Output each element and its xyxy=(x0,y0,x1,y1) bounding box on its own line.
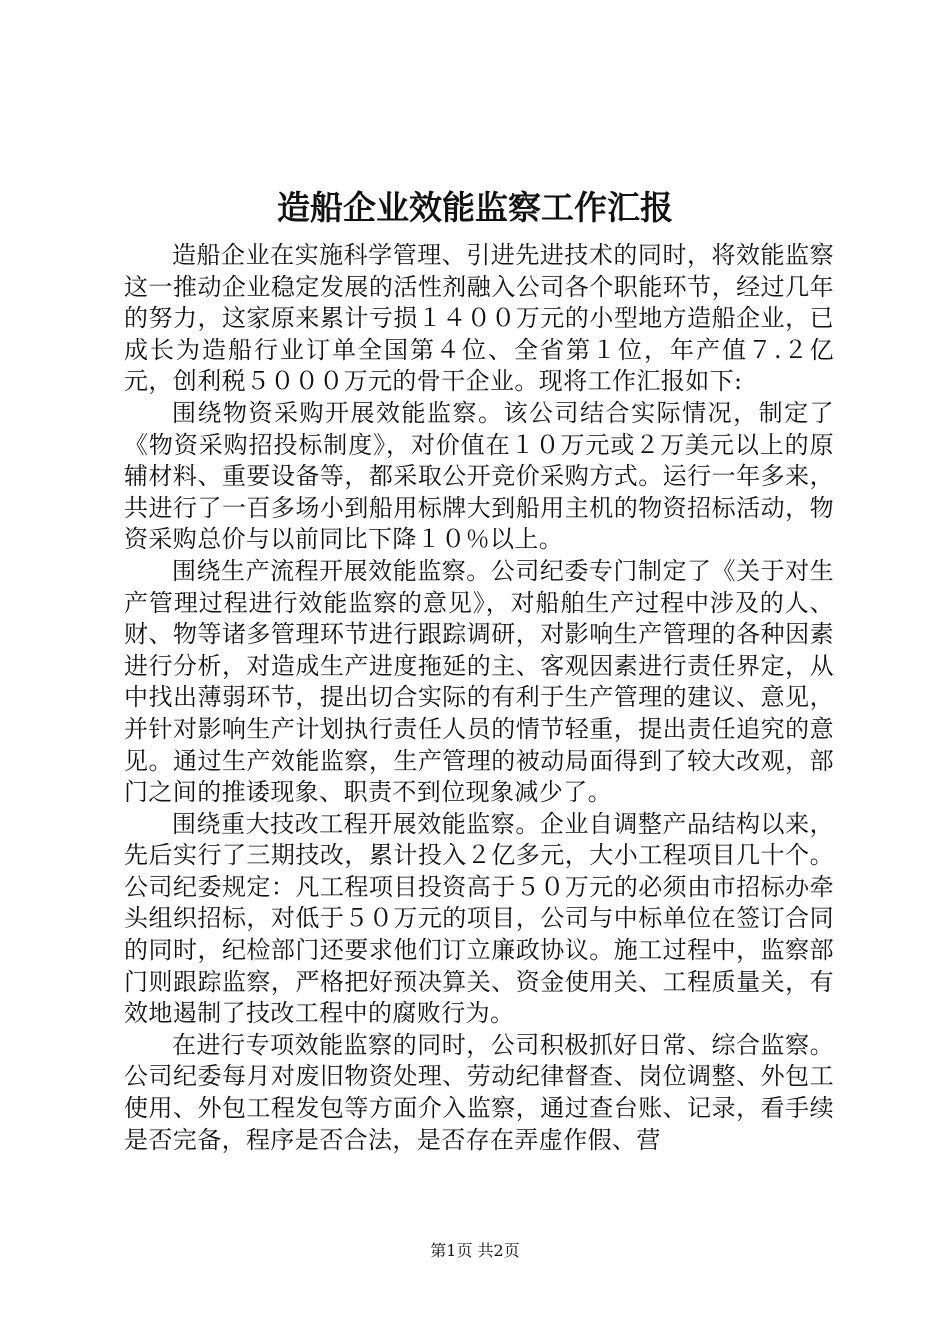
document-title: 造船企业效能监察工作汇报 xyxy=(277,188,673,227)
paragraph-daily-supervision: 在进行专项效能监察的同时，公司积极抓好日常、综合监察。公司纪委每月对废旧物资处理、劳动纪律督查、岗位调整、外包工使用、外包工程发包等方面介入监察，通过查台账、记录，看手续是否完备，程序是否合法，是否存在弄虚作假、营 xyxy=(124,1030,834,1154)
paragraph-procurement: 围绕物资采购开展效能监察。该公司结合实际情况，制定了《物资采购招投标制度》，对价值在１０万元或２万美元以上的原辅材料、重要设备等，都采取公开竞价采购方式。运行一年多来，共进行了一百多场小到船用标牌大到船用主机的物资招标活动，物资采购总价与以前同比下降１０％以上。 xyxy=(124,398,834,554)
page-footer: 第1页 共2页 xyxy=(430,1241,520,1260)
paragraph-production: 围绕生产流程开展效能监察。公司纪委专门制定了《关于对生产管理过程进行效能监察的意见》，对船舶生产过程中涉及的人、财、物等诸多管理环节进行跟踪调研，对影响生产管理的各种因素进行分析，对造成生产进度拖延的主、客观因素进行责任界定，从中找出薄弱环节，提出切合实际的有利于生产管理的建议、意见，并针对影响生产计划执行责任人员的情节轻重，提出责任追究的意见。通过生产效能监察，生产管理的被动局面得到了较大改观，部门之间的推诿现象、职责不到位现象减少了。 xyxy=(124,556,834,807)
document-body xyxy=(124,240,834,1156)
paragraph-technical-reform: 围绕重大技改工程开展效能监察。企业自调整产品结构以来，先后实行了三期技改，累计投入２亿多元，大小工程项目几十个。公司纪委规定：凡工程项目投资高于５０万元的必须由市招标办牵头组织招标，对低于５０万元的项目，公司与中标单位在签订合同的同时，纪检部门还要求他们订立廉政协议。施工过程中，监察部门则跟踪监察，严格把好预决算关、资金使用关、工程质量关，有效地遏制了技改工程中的腐败行为。 xyxy=(124,809,834,1028)
paragraph-intro: 造船企业在实施科学管理、引进先进技术的同时，将效能监察这一推动企业稳定发展的活性剂融入公司各个职能环节，经过几年的努力，这家原来累计亏损１４００万元的小型地方造船企业，已成长为造船行业订单全国第４位、全省第１位，年产值７.２亿元，创利税５０００万元的骨干企业。现将工作汇报如下: xyxy=(124,241,834,396)
